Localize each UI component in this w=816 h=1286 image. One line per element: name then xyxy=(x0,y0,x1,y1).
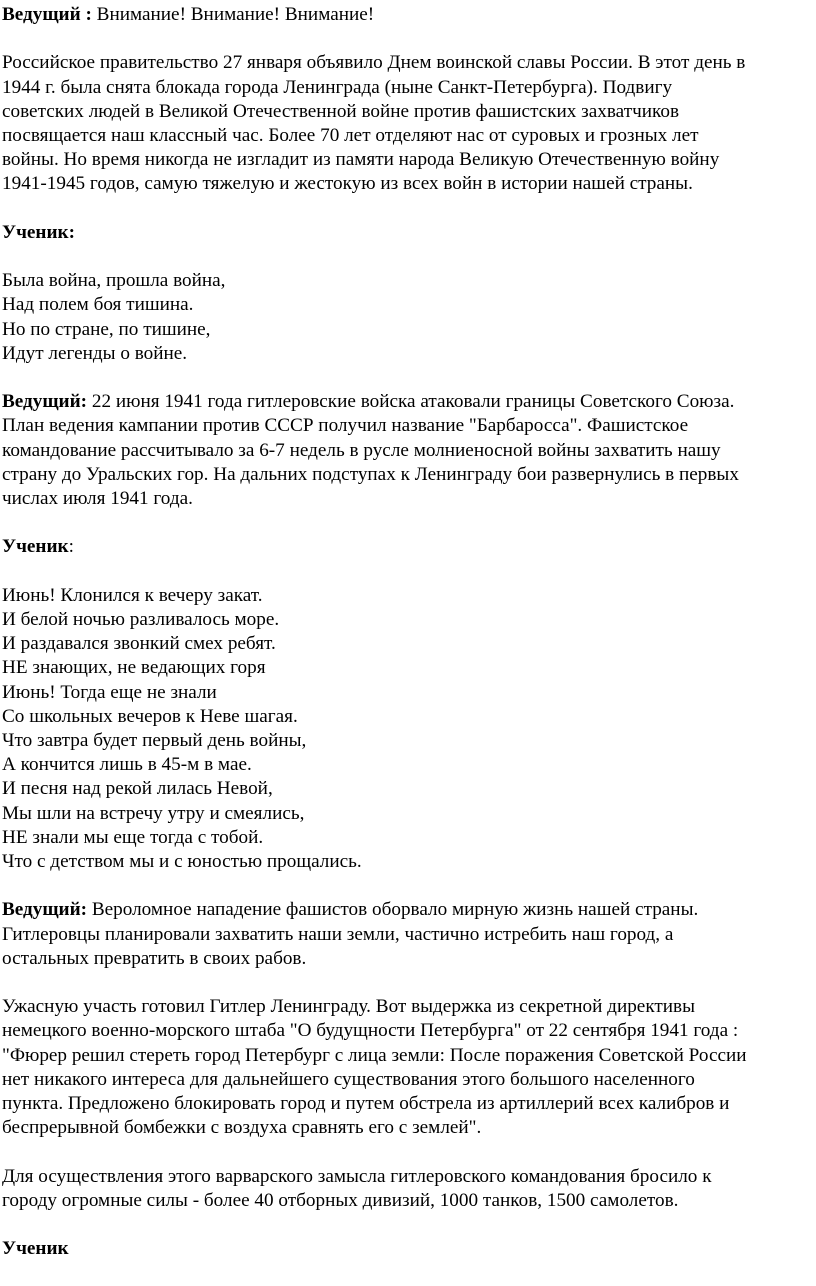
poem-line: Июнь! Клонился к вечеру закат. xyxy=(2,584,263,606)
paragraph-student-label xyxy=(2,535,816,559)
text-line: Российское правительство 27 января объявило Днем воинской славы России. В этот день в xyxy=(2,52,746,74)
text-line: План ведения кампании против СССР получил название "Барбаросса". Фашистское xyxy=(2,415,689,437)
paragraph-intro xyxy=(2,51,816,196)
paragraph-directive xyxy=(2,995,816,1140)
paragraph-forces xyxy=(2,1165,816,1213)
poem-line: И белой ночью разливалось море. xyxy=(2,608,280,630)
text-line: советских людей в Великой Отечественной войне против фашистских захватчиков xyxy=(2,100,680,122)
poem-line: Была война, прошла война, xyxy=(2,270,226,292)
poem-line: А кончится лишь в 45-м в мае. xyxy=(2,754,252,776)
paragraph-text: Вероломное нападение фашистов оборвало мирную жизнь нашей страны. xyxy=(87,899,699,921)
poem-line: Что завтра будет первый день войны, xyxy=(2,730,307,751)
text-line xyxy=(2,3,816,27)
speaker-label: Ведущий: xyxy=(2,391,88,413)
text-line: немецкого военно-морского штаба "О будущности Петербурга" от 22 сентября 1941 года : xyxy=(2,1020,739,1042)
paragraph-text: 22 июня 1941 года гитлеровские войска атаковали границы Советского Союза. xyxy=(87,391,735,413)
document-page xyxy=(0,3,816,1286)
poem-line: И песня над рекой лилась Невой, xyxy=(2,778,273,800)
poem-line: Июнь! Тогда еще не знали xyxy=(2,681,217,703)
poem-line: Но по стране, по тишине, xyxy=(2,318,211,340)
text-line: городу огромные силы - более 40 отборных дивизий, 1000 танков, 1500 самолетов. xyxy=(2,1189,679,1211)
speaker-label: Ведущий: xyxy=(2,899,88,921)
speaker-label: Ученик: xyxy=(2,221,75,243)
text-line xyxy=(2,390,816,414)
paragraph-student-label xyxy=(2,1237,816,1261)
poem-stanza xyxy=(2,584,816,874)
text-line: "Фюрер решил стереть город Петербург с лица земли: После поражения Советской России xyxy=(2,1044,747,1066)
poem-line: И раздавался звонкий смех ребят. xyxy=(2,633,276,655)
paragraph-barbarossa xyxy=(2,390,816,511)
text-line: 1944 г. была снята блокада города Ленинграда (ныне Санкт-Петербурга). Подвигу xyxy=(2,76,673,98)
text-line xyxy=(2,535,816,559)
poem-stanza xyxy=(2,269,816,366)
speaker-label: Ведущий : xyxy=(2,4,92,25)
text-line: беспрерывной бомбежки с воздуха сравнять его с землей". xyxy=(2,1117,482,1139)
paragraph-text: Внимание! Внимание! Внимание! xyxy=(91,4,375,25)
speaker-label: Ученик xyxy=(2,1238,69,1260)
text-line: пункта. Предложено блокировать город и путем обстрела из артиллерий всех калибров и xyxy=(2,1093,730,1115)
speaker-label: Ученик xyxy=(2,536,69,558)
text-line xyxy=(2,898,816,922)
paragraph-student-label xyxy=(2,221,816,245)
text-line: 1941-1945 годов, самую тяжелую и жестокую из всех войн в истории нашей страны. xyxy=(2,173,693,195)
poem-line: НЕ знали мы еще тогда с тобой. xyxy=(2,826,264,848)
paragraph-attention xyxy=(2,3,816,27)
text-line: нет никакого интереса для дальнейшего существования этого большого населенного xyxy=(2,1068,695,1090)
poem-line: Над полем боя тишина. xyxy=(2,294,194,316)
poem-line: Что с детством мы и с юностью прощались. xyxy=(2,851,362,873)
poem-line: Идут легенды о войне. xyxy=(2,342,188,364)
paragraph-attack xyxy=(2,898,816,971)
text-line: остальных превратить в своих рабов. xyxy=(2,947,307,969)
text-line: войны. Но время никогда не изгладит из памяти народа Великую Отечественную войну xyxy=(2,149,720,171)
poem-line: Мы шли на встречу утру и смеялись, xyxy=(2,802,305,824)
text-line: страну до Уральских гор. На дальних подступах к Ленинграду бои развернулись в первых xyxy=(2,463,739,485)
text-line: Ужасную участь готовил Гитлер Ленинграду. Вот выдержка из секретной директивы xyxy=(2,996,695,1018)
text-line: командование рассчитывало за 6-7 недель в русле молниеносной войны захватить нашу xyxy=(2,439,721,461)
text-line: посвящается наш классный час. Более 70 лет отделяют нас от суровых и грозных лет xyxy=(2,125,699,146)
poem-line: НЕ знающих, не ведающих горя xyxy=(2,657,266,679)
text-line: Гитлеровцы планировали захватить наши земли, частично истребить наш город, а xyxy=(2,923,674,945)
text-line: числах июля 1941 года. xyxy=(2,488,193,509)
text-line: Для осуществления этого варварского замысла гитлеровского командования бросило к xyxy=(2,1165,712,1187)
poem-line: Со школьных вечеров к Неве шагая. xyxy=(2,705,298,727)
label-suffix: : xyxy=(68,536,74,558)
